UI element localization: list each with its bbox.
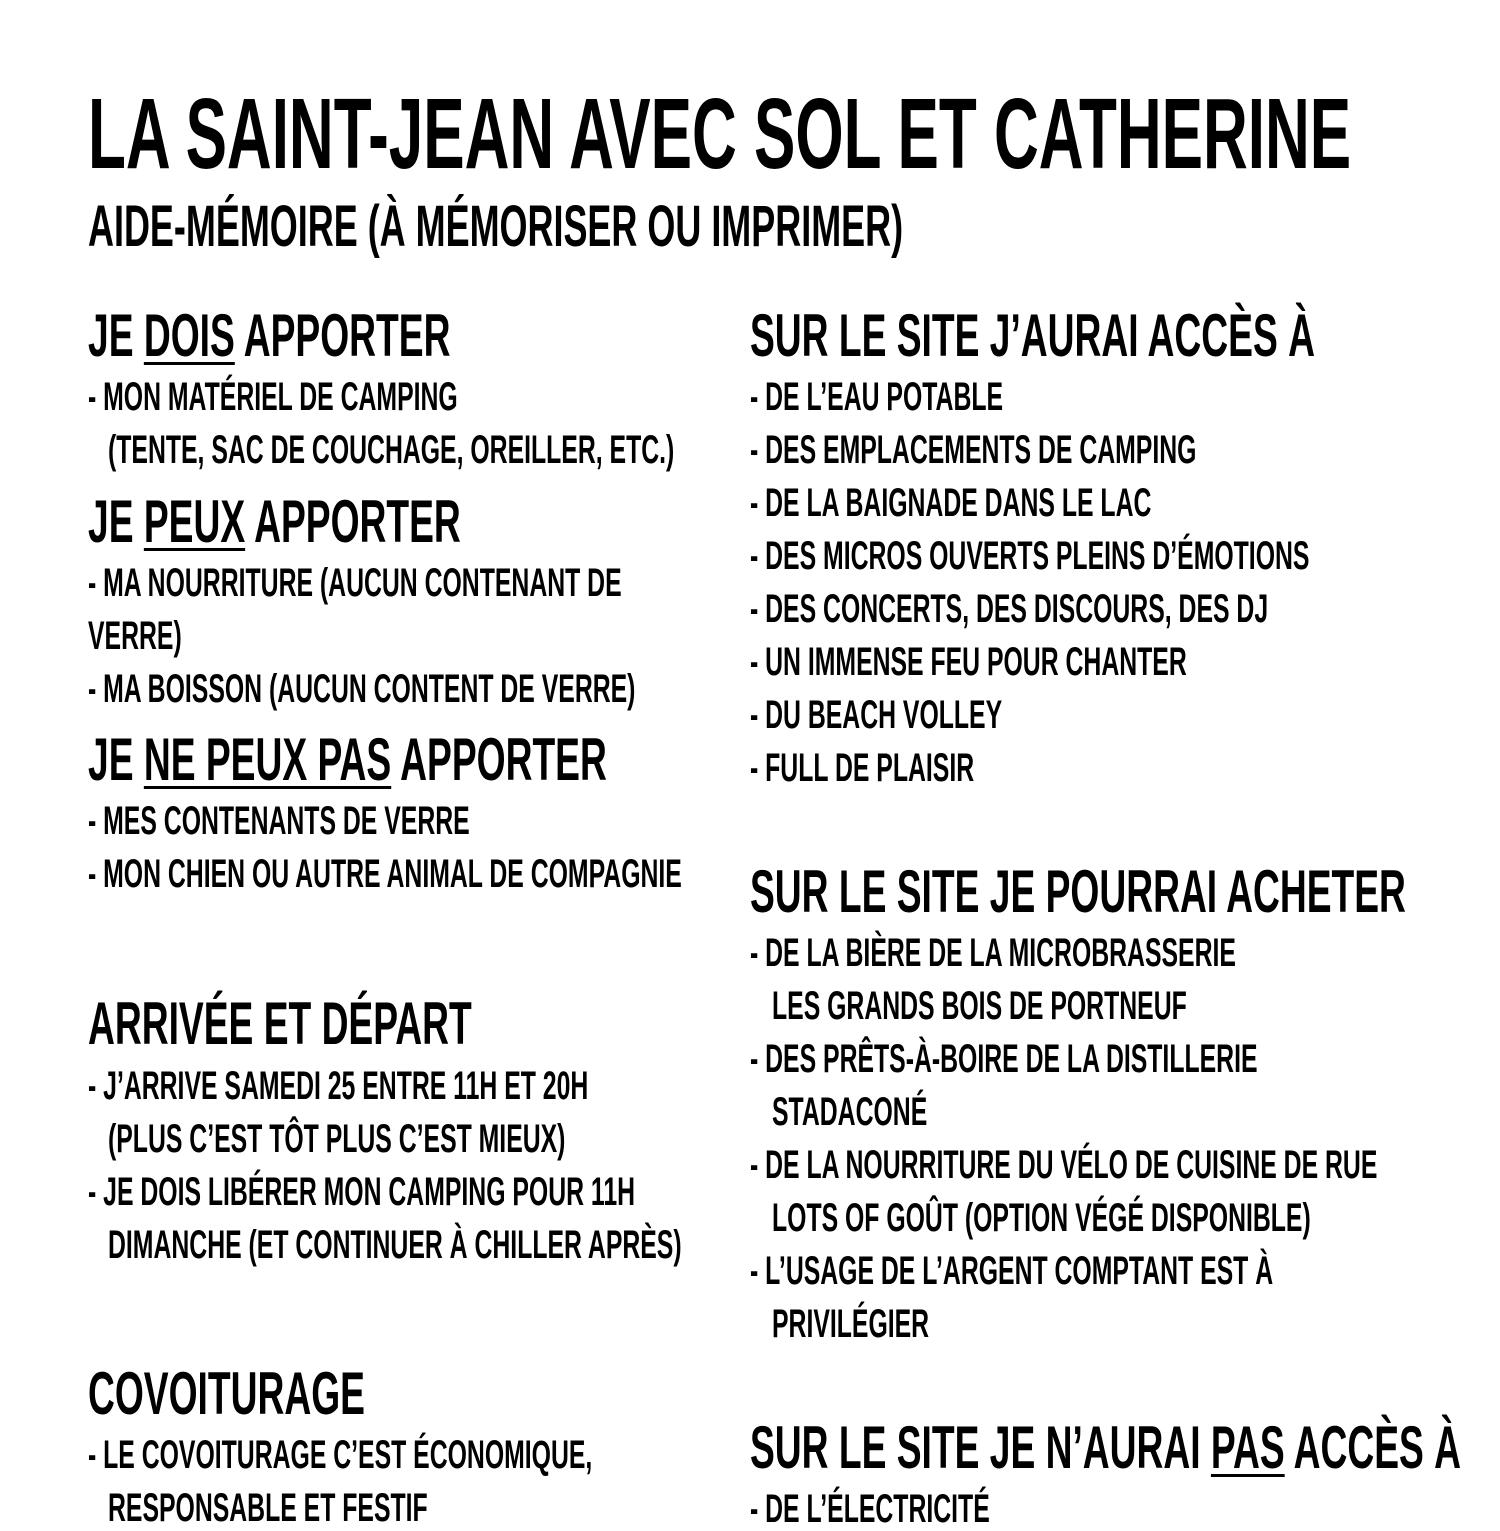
list-item: - MA NOURRITURE (AUCUN CONTENANT DE	[88, 561, 622, 605]
list-item: DIMANCHE (ET CONTINUER À CHILLER APRÈS)	[108, 1223, 682, 1267]
list-item: LOTS OF GOÛT (OPTION VÉGÉ DISPONIBLE)	[772, 1196, 1311, 1240]
heading-can-bring: JE PEUX APPORTER	[88, 488, 461, 555]
list-item: - DE L’EAU POTABLE	[750, 375, 1004, 419]
list-item: - JE DOIS LIBÉRER MON CAMPING POUR 11H	[88, 1170, 636, 1214]
list-item: - DES MICROS OUVERTS PLEINS D’ÉMOTIONS	[750, 534, 1310, 578]
list-item: - DES PRÊTS-À-BOIRE DE LA DISTILLERIE	[750, 1037, 1258, 1081]
list-item: - MES CONTENANTS DE VERRE	[88, 799, 470, 843]
list-item: RESPONSABLE ET FESTIF	[108, 1486, 428, 1530]
list-item: - DE LA BIÈRE DE LA MICROBRASSERIE	[750, 931, 1236, 975]
list-item: - DU BEACH VOLLEY	[750, 693, 1003, 737]
list-item: - DE LA NOURRITURE DU VÉLO DE CUISINE DE RUE	[750, 1143, 1378, 1187]
list-item: - FULL DE PLAISIR	[750, 746, 975, 790]
list-item: - MON CHIEN OU AUTRE ANIMAL DE COMPAGNIE	[88, 852, 682, 896]
heading-site-access: SUR LE SITE J’AURAI ACCÈS À	[750, 302, 1315, 369]
list-item: - MA BOISSON (AUCUN CONTENT DE VERRE)	[88, 667, 636, 711]
heading-must-bring: JE DOIS APPORTER	[88, 302, 451, 369]
heading-carpool: COVOITURAGE	[88, 1360, 365, 1427]
list-item: - DE LA BAIGNADE DANS LE LAC	[750, 481, 1152, 525]
list-item: - L’USAGE DE L’ARGENT COMPTANT EST À	[750, 1249, 1274, 1293]
list-item: - UN IMMENSE FEU POUR CHANTER	[750, 640, 1187, 684]
page-title: LA SAINT-JEAN AVEC SOL ET CATHERINE	[88, 78, 1352, 190]
list-item: - J’ARRIVE SAMEDI 25 ENTRE 11H ET 20H	[88, 1064, 589, 1108]
heading-cannot-bring: JE NE PEUX PAS APPORTER	[88, 726, 607, 793]
heading-arrival-departure: ARRIVÉE ET DÉPART	[88, 990, 472, 1057]
list-item: - DES CONCERTS, DES DISCOURS, DES DJ	[750, 587, 1269, 631]
page-subtitle: AIDE-MÉMOIRE (À MÉMORISER OU IMPRIMER)	[88, 194, 904, 259]
heading-site-no-access: SUR LE SITE JE N’AURAI PAS ACCÈS À	[750, 1414, 1462, 1481]
list-item: - MON MATÉRIEL DE CAMPING	[88, 375, 458, 419]
list-item: PRIVILÉGIER	[772, 1302, 930, 1346]
list-item: LES GRANDS BOIS DE PORTNEUF	[772, 984, 1187, 1028]
list-item: VERRE)	[88, 614, 182, 658]
list-item: - DE L’ÉLECTRICITÉ	[750, 1487, 990, 1531]
list-item: - LE COVOITURAGE C’EST ÉCONOMIQUE,	[88, 1433, 593, 1477]
heading-site-buy: SUR LE SITE JE POURRAI ACHETER	[750, 858, 1406, 925]
list-item: (PLUS C’EST TÔT PLUS C’EST MIEUX)	[108, 1117, 566, 1161]
list-item: - DES EMPLACEMENTS DE CAMPING	[750, 428, 1197, 472]
list-item: (TENTE, SAC DE COUCHAGE, OREILLER, ETC.)	[108, 428, 675, 472]
list-item: STADACONÉ	[772, 1090, 928, 1134]
